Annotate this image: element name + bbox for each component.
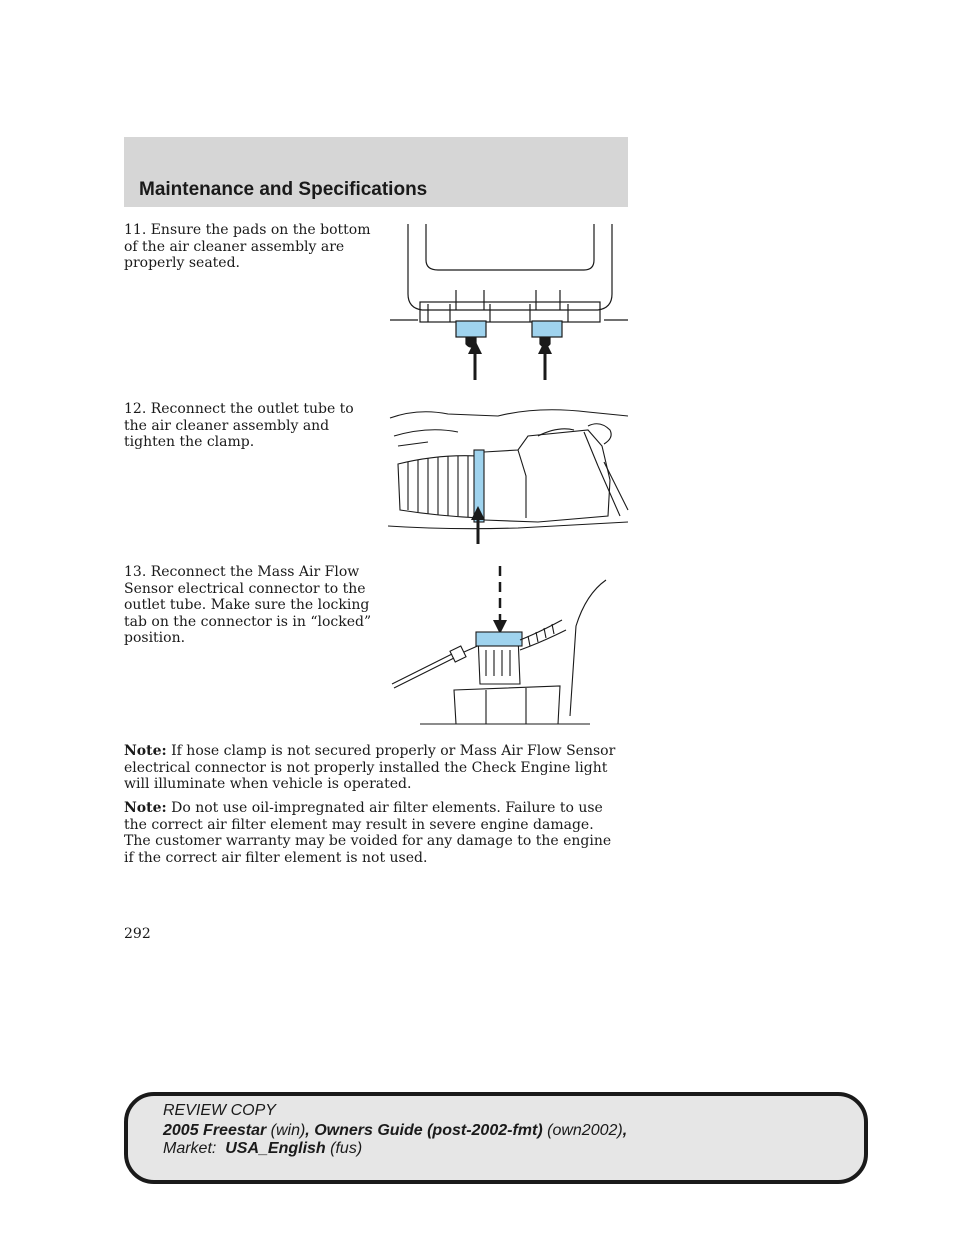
market-name: USA_English bbox=[225, 1140, 326, 1157]
air-cleaner-pads-illustration bbox=[390, 224, 630, 384]
section-header-band bbox=[124, 137, 628, 207]
title-comma: , bbox=[622, 1122, 628, 1139]
maf-sensor-connector-illustration bbox=[390, 566, 620, 728]
note-air-filter bbox=[124, 800, 624, 866]
model-code: (win) bbox=[266, 1122, 306, 1139]
note-label: Note: bbox=[124, 743, 167, 759]
step-13-text: 13. Reconnect the Mass Air Flow Sensor electrical connector to the outlet tube. Make sure the locking tab on the connector is in “locked” position. bbox=[124, 564, 372, 646]
market-code: (fus) bbox=[325, 1140, 363, 1157]
section-title: Maintenance and Specifications bbox=[139, 179, 428, 200]
model-name: 2005 Freestar bbox=[163, 1122, 267, 1139]
note-text: Do not use oil-impregnated air filter elements. Failure to use the correct air filter element may result in severe engine damage. The customer warranty may be voided for any damage to the engine if the correct air filter element is not used. bbox=[124, 800, 612, 866]
market-line bbox=[163, 1140, 362, 1158]
note-text: If hose clamp is not secured properly or Mass Air Flow Sensor electrical connector is not properly installed the Check Engine light will illuminate when vehicle is operated. bbox=[124, 743, 616, 792]
guide-name: , Owners Guide (post-2002-fmt) bbox=[305, 1122, 543, 1139]
note-hose-clamp bbox=[124, 743, 624, 793]
review-copy-label: REVIEW COPY bbox=[163, 1102, 276, 1119]
step-11-text: 11. Ensure the pads on the bottom of the air cleaner assembly are properly seated. bbox=[124, 222, 371, 271]
guide-code: (own2002) bbox=[542, 1122, 623, 1139]
outlet-tube-clamp-illustration bbox=[388, 406, 630, 548]
market-label: Market: bbox=[163, 1140, 226, 1157]
page-number: 292 bbox=[124, 926, 151, 942]
review-copy-box bbox=[124, 1092, 868, 1184]
document-title-line bbox=[163, 1122, 627, 1140]
note-label: Note: bbox=[124, 800, 167, 816]
step-12-text: 12. Reconnect the outlet tube to the air cleaner assembly and tighten the clamp. bbox=[124, 401, 354, 450]
